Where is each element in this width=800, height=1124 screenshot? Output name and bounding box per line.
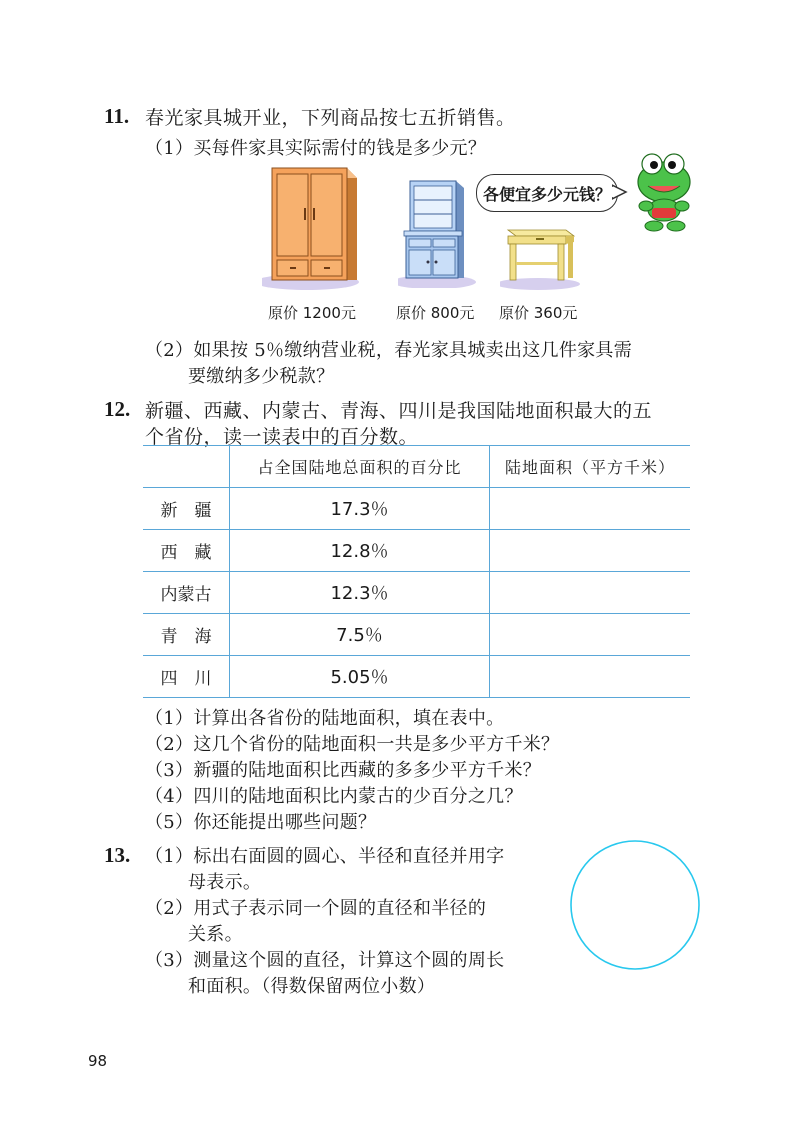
- question-12-item-5: （5）你还能提出哪些问题？: [145, 812, 377, 833]
- table-cell-province: 内蒙古: [160, 584, 212, 605]
- table-header-area: 陆地面积（平方千米）: [504, 457, 675, 477]
- table-cell-percent: 5.05％: [330, 667, 389, 688]
- speech-bubble-text: 各便宜多少元钱？: [482, 184, 611, 204]
- question-13-line-2: 母表示。: [188, 872, 262, 893]
- speech-bubble-tail: [612, 183, 628, 201]
- table-header-percent: 占全国陆地总面积的百分比: [257, 457, 462, 477]
- table-cell-percent: 7.5％: [336, 625, 383, 646]
- wardrobe-illustration: [262, 160, 362, 290]
- table-cell-area-blank: [490, 529, 690, 571]
- table-cell-area-blank: [490, 613, 690, 655]
- circle-outline: [571, 841, 699, 969]
- question-11-title: 春光家具城开业，下列商品按七五折销售。: [145, 107, 516, 129]
- province-area-table: [143, 445, 690, 698]
- table-cell-province: 青 海: [160, 626, 212, 647]
- question-12-intro-line-1: 新疆、西藏、内蒙古、青海、四川是我国陆地面积最大的五: [145, 400, 653, 422]
- speech-bubble: [476, 174, 618, 212]
- cabinet-illustration: [398, 178, 478, 288]
- table-cell-area-blank: [490, 655, 690, 697]
- question-12-item-1: （1）计算出各省份的陆地面积，填在表中。: [145, 708, 505, 729]
- table-cell-area-blank: [490, 487, 690, 529]
- question-11-part-1: （1）买每件家具实际需付的钱是多少元？: [145, 138, 487, 159]
- question-13-line-3: （2）用式子表示同一个圆的直径和半径的: [145, 898, 487, 919]
- question-13-line-5: （3）测量这个圆的直径，计算这个圆的周长: [145, 950, 505, 971]
- question-11-part-2-line-1: （2）如果按 5％缴纳营业税，春光家具城卖出这几件家具需: [145, 340, 633, 361]
- table-rule: [143, 697, 690, 698]
- table-cell-percent: 12.8％: [330, 541, 389, 562]
- page-number: 98: [88, 1052, 108, 1070]
- question-11-number: 11.: [104, 104, 130, 128]
- table-cell-area-blank: [490, 571, 690, 613]
- desk-illustration: [500, 224, 580, 290]
- question-11-part-2-line-2: 要缴纳多少税款？: [188, 366, 335, 387]
- table-cell-province: 新 疆: [160, 500, 212, 521]
- question-13-line-1: （1）标出右面圆的圆心、半径和直径并用字: [145, 846, 505, 867]
- table-cell-province: 四 川: [160, 668, 212, 689]
- question-13-number: 13.: [104, 843, 131, 867]
- question-12-item-2: （2）这几个省份的陆地面积一共是多少平方千米？: [145, 734, 560, 755]
- price-label-wardrobe: 原价 1200元: [268, 304, 356, 322]
- table-cell-percent: 12.3％: [330, 583, 389, 604]
- table-cell-percent: 17.3％: [330, 499, 389, 520]
- table-cell-province: 西 藏: [160, 542, 212, 563]
- question-12-item-3: （3）新疆的陆地面积比西藏的多多少平方千米？: [145, 760, 542, 781]
- question-12-intro-line-2: 个省份，读一读表中的百分数。: [145, 426, 419, 448]
- table-header-empty: [143, 445, 229, 487]
- question-12-item-4: （4）四川的陆地面积比内蒙古的少百分之几？: [145, 786, 523, 807]
- circle-diagram: [566, 836, 704, 974]
- question-12-number: 12.: [104, 397, 131, 421]
- price-label-desk: 原价 360元: [499, 304, 578, 322]
- question-13-line-4: 关系。: [188, 924, 243, 945]
- price-label-cabinet: 原价 800元: [396, 304, 475, 322]
- frog-mascot-icon: [630, 150, 698, 234]
- question-13-line-6: 和面积。（得数保留两位小数）: [188, 976, 436, 997]
